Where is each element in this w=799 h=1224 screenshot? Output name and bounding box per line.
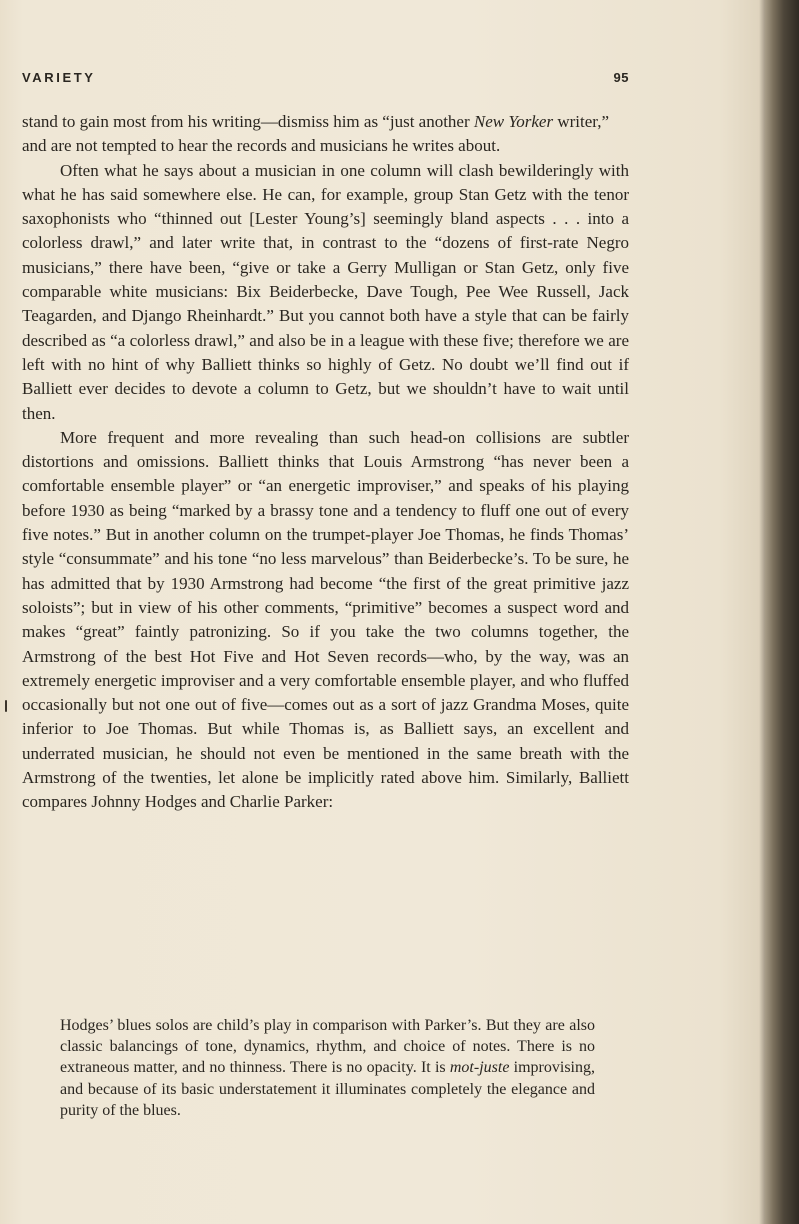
paragraph-armstrong: More frequent and more revealing than such head-on collisions are subtler distortions and omissions. Balliett thinks that Louis Armstrong “has never been a comfortable ensemble player” or “an energetic improviser,” and speaks of his playing before 1930 as being “marked by a brassy tone and a tendency to fluff one out of every five notes.” But in another column on the trumpet-player Joe Thomas, he finds Thomas’ style “consummate” and his tone “no less marvelous” than Beiderbecke’s. To be sure, he has admitted that by 1930 Armstrong had become “the first of the great primitive jazz soloists”; but in view of his other comments, “primitive” becomes a suspect word and makes “great” faintly patronizing. So if you take the two columns together, the Armstrong of the best Hot Five and Hot Seven records—who, by the way, was an extremely energetic improviser and a very comfortable ensemble player, and who fluffed occasionally but not one out of five—comes out as a sort of jazz Grandma Moses, quite inferior to Joe Thomas. But while Thomas is, as Balliett says, an excellent and underrated musician, he should not even be mentioned in the same breath with the Armstrong of the twenties, let alone be implicitly rated above him. Similarly, Balliett compares Johnny Hodges and Charlie Parker: [22, 427, 629, 812]
margin-mark [5, 700, 7, 712]
page-number: 95 [613, 70, 629, 85]
page-header [22, 70, 629, 85]
running-head: VARIETY [22, 70, 96, 85]
book-spine [765, 0, 799, 1224]
italic-phrase: mot-juste [449, 1059, 510, 1077]
paragraph-continued-text: stand to gain most from his writing—dismiss him as “just another [22, 112, 474, 131]
paragraph-continued [22, 110, 629, 159]
paragraph-continued-text-end: writer,” and are not tempted to hear the records and musicians he writes about. [22, 112, 610, 156]
body-text [22, 110, 629, 815]
block-quote-text: Hodges’ blues solos are child’s play in comparison with Parker’s. But they are also classic balancings of tone, dynamics, rhythm, and choice of notes. There is no extraneous matter, and no thinness. There is no opacity. It is [60, 1017, 595, 1077]
block-quote-text-end: improvising, and because of its basic understatement it illuminates completely the elegance and purity of the blues. [60, 1059, 595, 1119]
italic-title: New Yorker [473, 112, 554, 131]
block-quote [60, 1015, 595, 1121]
paragraph-getz: Often what he says about a musician in one column will clash bewilderingly with what he has said somewhere else. He can, for example, group Stan Getz with the tenor saxophonists who “thinned out [Lester Young’s] seemingly bland aspects . . . into a colorless drawl,” and later write that, in contrast to the “dozens of first-rate Negro musicians,” there have been, “give or take a Gerry Mulligan or Stan Getz, only five comparable white musicians: Bix Beiderbecke, Dave Tough, Pee Wee Russell, Jack Teagarden, and Django Rheinhardt.” But you cannot both have a style that can be fairly described as “a colorless drawl,” and also be in a league with these five; therefore we are left with no hint of why Balliett thinks so highly of Getz. No doubt we’ll find out if Balliett ever decides to devote a column to Getz, but we shouldn’t have to wait until then. [22, 160, 629, 423]
